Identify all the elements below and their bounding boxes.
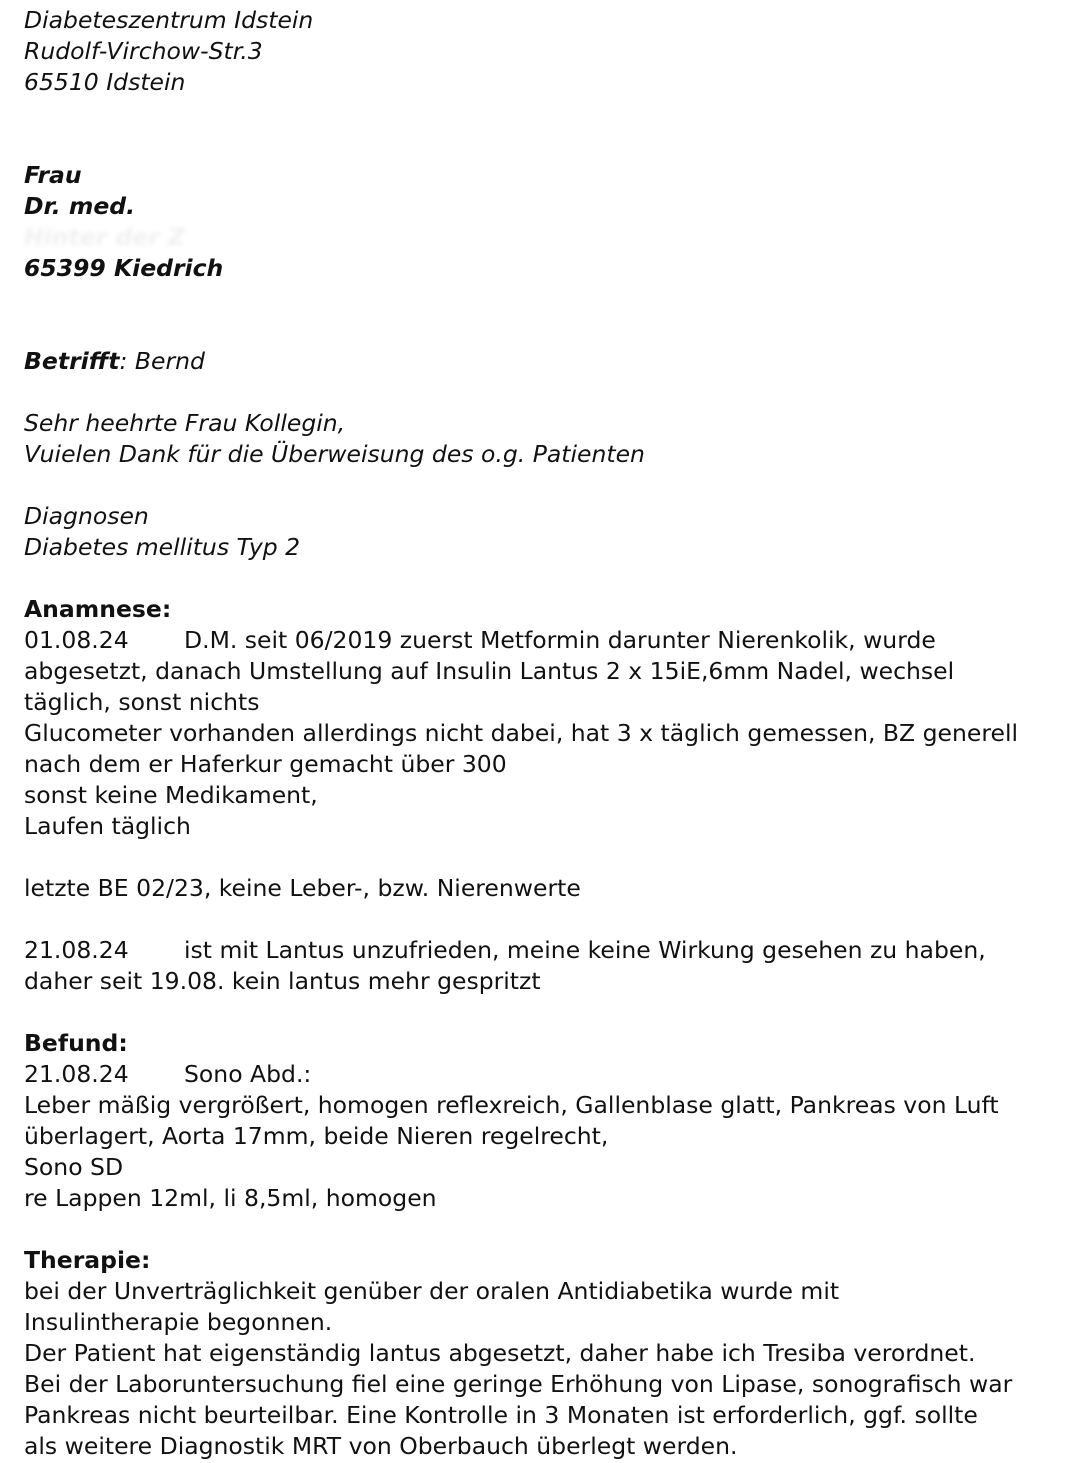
sender-street: Rudolf-Virchow-Str.3	[24, 37, 263, 65]
sender-city: 65510 Idstein	[24, 68, 186, 96]
anamnese-lab-note: letzte BE 02/23, keine Leber-, bzw. Nierenwerte	[24, 874, 581, 902]
anamnese-entry-2-line-2: daher seit 19.08. kein lantus mehr gespritzt	[24, 967, 541, 995]
subject-label: Betrifft	[24, 347, 120, 375]
therapie-line: Bei der Laboruntersuchung fiel eine geringe Erhöhung von Lipase, sonografisch war	[24, 1370, 1013, 1398]
anamnese-entry-2-text: ist mit Lantus unzufrieden, meine keine Wirkung gesehen zu haben,	[184, 936, 986, 964]
befund-line: re Lappen 12ml, li 8,5ml, homogen	[24, 1184, 437, 1212]
therapie-line: bei der Unverträglichkeit genüber der oralen Antidiabetika wurde mit	[24, 1277, 840, 1305]
anamnese-line: nach dem er Haferkur gemacht über 300	[24, 750, 507, 778]
greeting-line-1: Sehr heehrte Frau Kollegin,	[24, 409, 346, 437]
recipient-address	[24, 160, 1054, 284]
therapie-line: Der Patient hat eigenständig lantus abgesetzt, daher habe ich Tresiba verordnet.	[24, 1339, 976, 1367]
therapie-line: Insulintherapie begonnen.	[24, 1308, 333, 1336]
recipient-title: Dr. med.	[24, 192, 136, 220]
anamnese-line: täglich, sonst nichts	[24, 688, 260, 716]
sender-name: Diabeteszentrum Idstein	[24, 6, 314, 34]
anamnese-section	[24, 594, 1054, 997]
anamnese-entry-1	[24, 625, 1054, 656]
anamnese-entry-1-date: 01.08.24	[24, 626, 129, 654]
diagnoses-section	[24, 501, 1054, 563]
therapie-line: Pankreas nicht beurteilbar. Eine Kontrolle in 3 Monaten ist erforderlich, ggf. sollte	[24, 1401, 978, 1429]
befund-line: Leber mäßig vergrößert, homogen reflexreich, Gallenblase glatt, Pankreas von Luft	[24, 1091, 999, 1119]
anamnese-line: Glucometer vorhanden allerdings nicht dabei, hat 3 x täglich gemessen, BZ generell	[24, 719, 1018, 747]
anamnese-heading: Anamnese:	[24, 595, 172, 623]
befund-exam: Sono Abd.:	[184, 1060, 312, 1088]
sender-address	[24, 5, 1054, 98]
anamnese-line: sonst keine Medikament,	[24, 781, 318, 809]
befund-date: 21.08.24	[24, 1060, 129, 1088]
anamnese-entry-1-text: D.M. seit 06/2019 zuerst Metformin darunter Nierenkolik, wurde	[184, 626, 936, 654]
diagnoses-item: Diabetes mellitus Typ 2	[24, 533, 301, 561]
befund-line: Sono SD	[24, 1153, 124, 1181]
therapie-line: als weitere Diagnostik MRT von Oberbauch überlegt werden.	[24, 1432, 738, 1460]
therapie-heading: Therapie:	[24, 1246, 151, 1274]
subject-line	[24, 346, 1054, 377]
recipient-street-redacted: Hinter der Z	[24, 223, 185, 251]
befund-entry	[24, 1059, 1054, 1090]
anamnese-line: abgesetzt, danach Umstellung auf Insulin Lantus 2 x 15iE,6mm Nadel, wechsel	[24, 657, 955, 685]
letter-page	[24, 5, 1054, 1462]
befund-heading: Befund:	[24, 1029, 128, 1057]
therapie-section	[24, 1245, 1054, 1462]
befund-section	[24, 1028, 1054, 1214]
befund-line: überlagert, Aorta 17mm, beide Nieren regelrecht,	[24, 1122, 609, 1150]
anamnese-entry-2	[24, 935, 1054, 966]
subject-value: Bernd	[134, 347, 205, 375]
recipient-salutation: Frau	[24, 161, 82, 189]
greeting-line-2: Vuielen Dank für die Überweisung des o.g. Patienten	[24, 440, 645, 468]
anamnese-entry-2-date: 21.08.24	[24, 936, 129, 964]
diagnoses-heading: Diagnosen	[24, 502, 149, 530]
recipient-city: 65399 Kiedrich	[24, 254, 224, 282]
greeting	[24, 408, 1054, 470]
anamnese-line: Laufen täglich	[24, 812, 191, 840]
subject-separator: :	[119, 347, 135, 375]
